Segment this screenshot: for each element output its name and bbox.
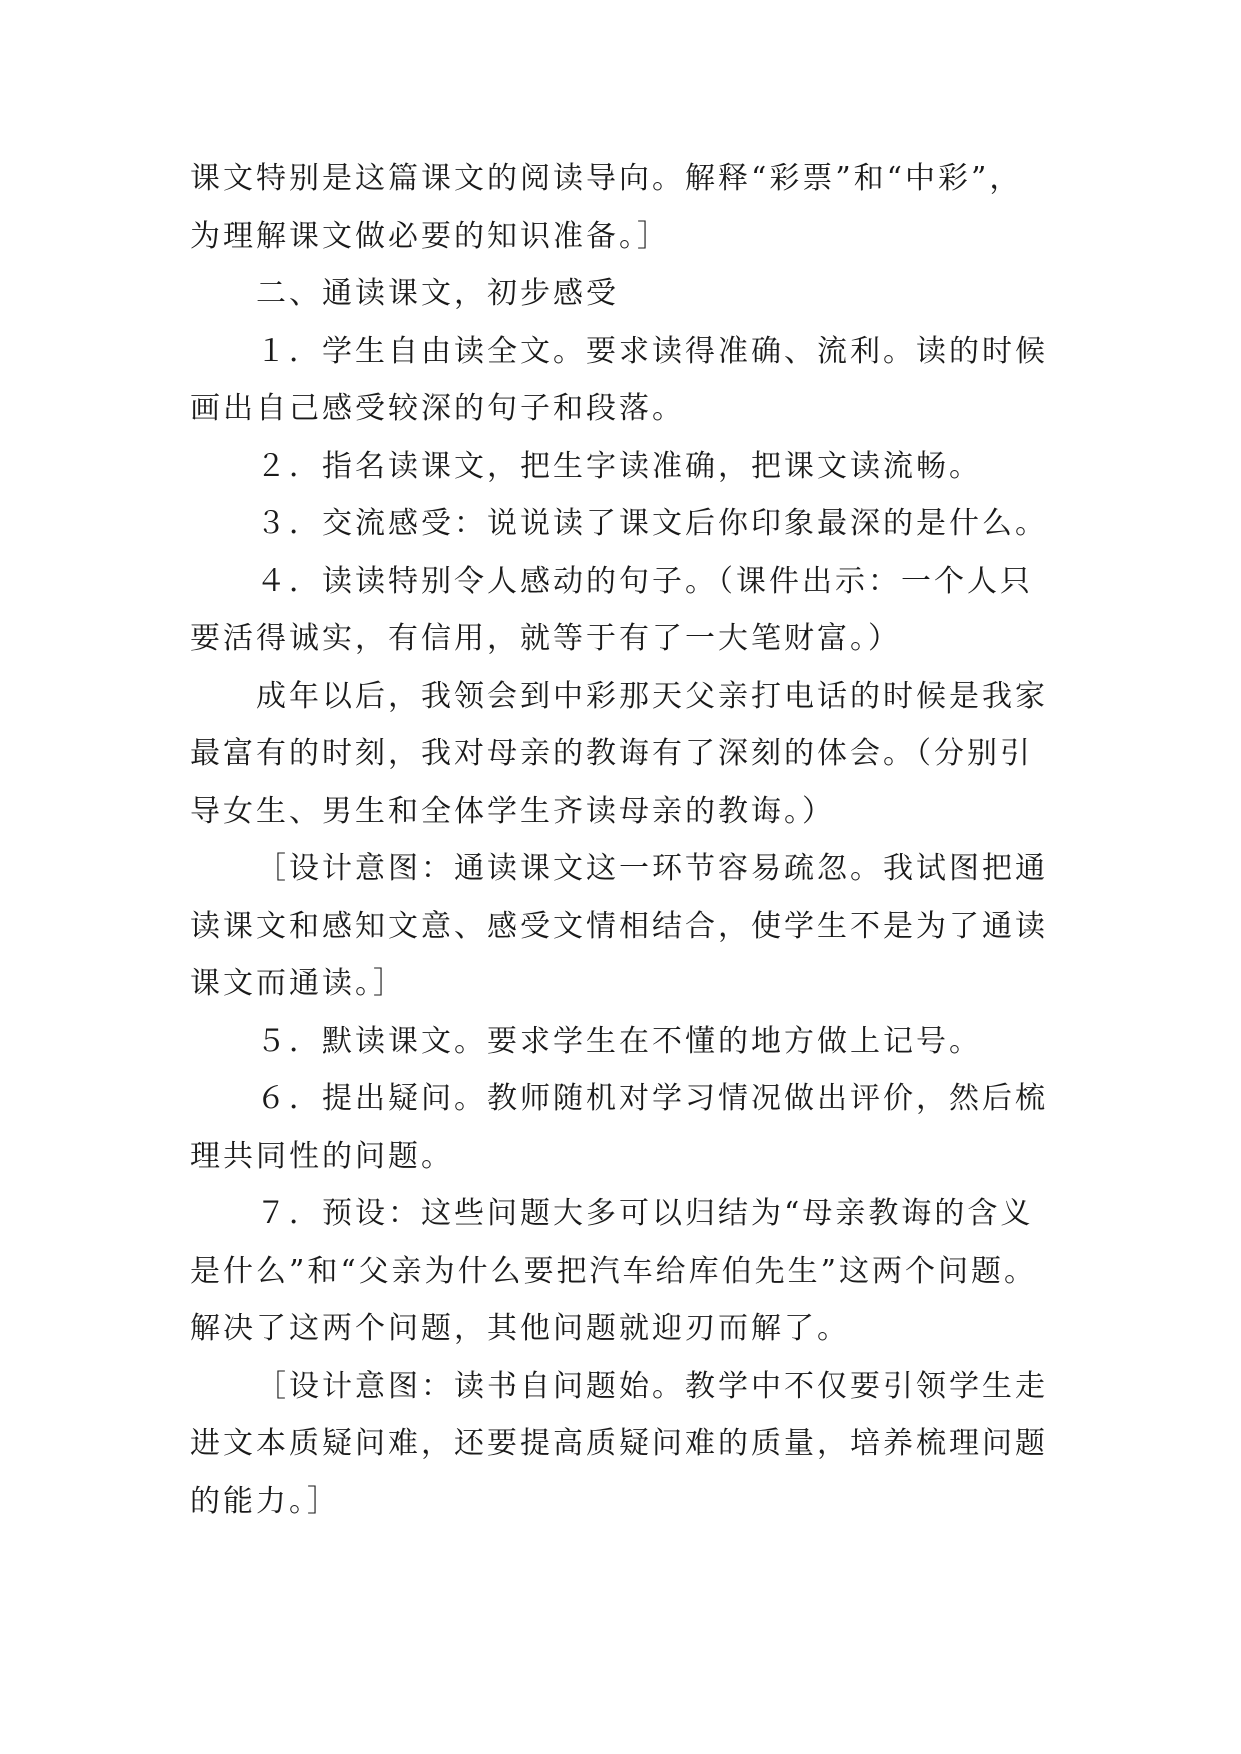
- text-line: ７．预设：这些问题大多可以归结为“母亲教诲的含义: [256, 1196, 1034, 1231]
- text-line: １．学生自由读全文。要求读得准确、流利。读的时候: [256, 333, 1048, 369]
- text-line: 是什么”和“父亲为什么要把汽车给库伯先生”这两个问题。: [190, 1253, 1038, 1289]
- text-line: 二、通读课文，初步感受: [256, 276, 619, 311]
- text-line: ６．提出疑问。教师随机对学习情况做出评价，然后梳: [256, 1081, 1048, 1116]
- text-line: 为理解课文做必要的知识准备。］: [190, 218, 670, 254]
- text-line: 进文本质疑问难，还要提高质疑问难的质量，培养梳理问题: [190, 1426, 1048, 1461]
- body-text: [190, 150, 1070, 1530]
- text-line: 课文特别是这篇课文的阅读导向。解释“彩票”和“中彩”，: [190, 161, 1023, 196]
- text-line: 导女生、男生和全体学生齐读母亲的教诲。）: [190, 793, 835, 829]
- text-line: ５．默读课文。要求学生在不懂的地方做上记号。: [256, 1023, 982, 1059]
- text-line: 的能力。］: [190, 1483, 340, 1519]
- text-line: 理共同性的问题。: [190, 1138, 454, 1174]
- text-line: 最富有的时刻，我对母亲的教诲有了深刻的体会。（分别引: [190, 736, 1033, 771]
- text-line: ２．指名读课文，把生字读准确，把课文读流畅。: [256, 448, 982, 484]
- text-line: ［设计意图：读书自问题始。教学中不仅要引领学生走: [256, 1368, 1048, 1404]
- text-line: 课文而通读。］: [190, 966, 406, 1001]
- text-line: ［设计意图：通读课文这一环节容易疏忽。我试图把通: [256, 851, 1048, 886]
- text-line: 要活得诚实，有信用，就等于有了一大笔财富。）: [190, 621, 901, 656]
- text-line: ４．读读特别令人感动的句子。（课件出示：一个人只: [256, 563, 1033, 599]
- text-line: ３．交流感受：说说读了课文后你印象最深的是什么。: [256, 506, 1048, 541]
- text-line: 读课文和感知文意、感受文情相结合，使学生不是为了通读: [190, 908, 1048, 944]
- text-line: 解决了这两个问题，其他问题就迎刃而解了。: [190, 1311, 850, 1346]
- text-line: 画出自己感受较深的句子和段落。: [190, 391, 685, 426]
- text-line: 成年以后，我领会到中彩那天父亲打电话的时候是我家: [256, 678, 1048, 714]
